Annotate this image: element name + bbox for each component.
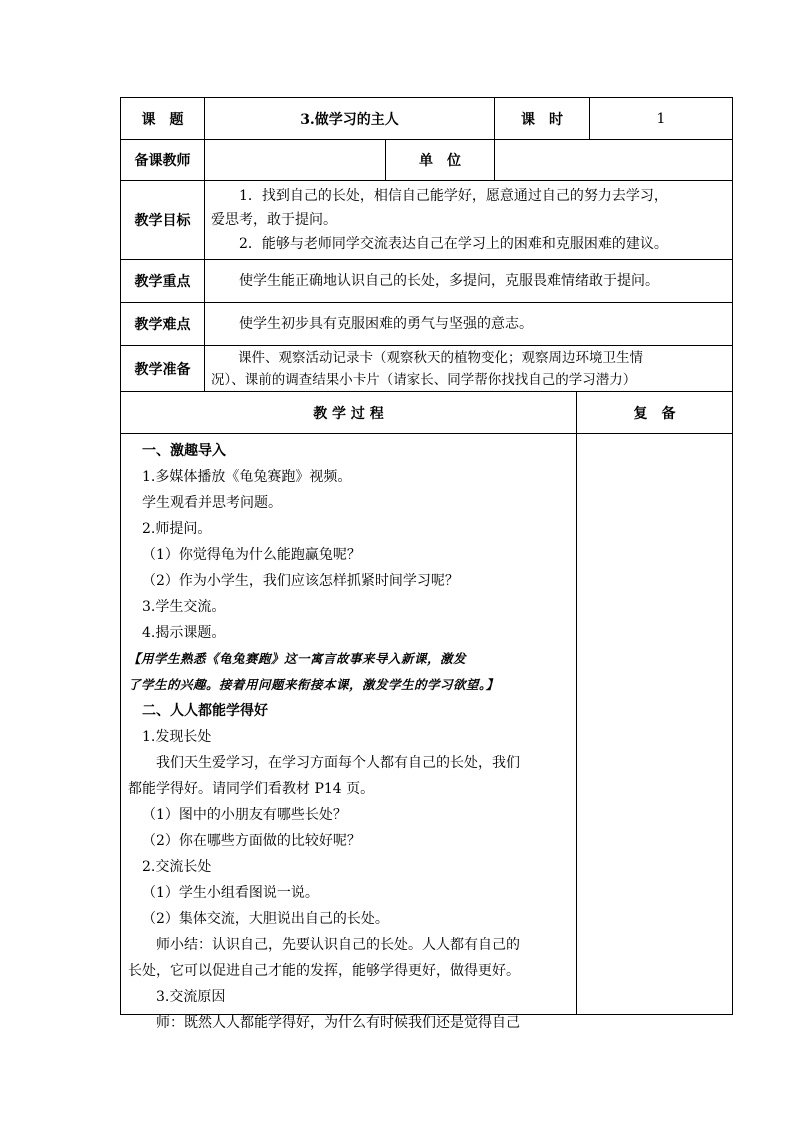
row-process-body bbox=[121, 434, 732, 1031]
period-label: 课 时 bbox=[495, 98, 590, 139]
teacher-label: 备课教师 bbox=[121, 140, 205, 180]
goals-label: 教学目标 bbox=[121, 181, 205, 259]
difficulties-label: 教学难点 bbox=[121, 303, 205, 345]
row-key-points bbox=[121, 260, 732, 303]
review-column bbox=[577, 434, 732, 1014]
process-line: （2）作为小学生，我们应该怎样抓紧时间学习呢？ bbox=[142, 573, 459, 589]
teacher-value bbox=[205, 140, 386, 180]
goal-line-2: 爱思考，敢于提问。 bbox=[211, 212, 337, 228]
row-preparation bbox=[121, 346, 732, 392]
goal-line-3: 2．能够与老师同学交流表达自己在学习上的困难和克服困难的建议。 bbox=[239, 236, 668, 252]
key-points-label: 教学重点 bbox=[121, 260, 205, 302]
period-value: 1 bbox=[656, 110, 666, 127]
process-content bbox=[121, 434, 577, 1031]
row-goals bbox=[121, 181, 732, 260]
process-line: 4.揭示课题。 bbox=[142, 625, 226, 641]
goals-text bbox=[205, 181, 674, 256]
teaching-note-line-2: 了学生的兴趣。接着用问题来衔接本课，激发学生的学习欲望。】 bbox=[128, 677, 499, 692]
process-header-right: 复 备 bbox=[633, 405, 676, 422]
process-line: 2.交流长处 bbox=[142, 859, 212, 875]
key-points-text: 使学生能正确地认识自己的长处，多提问，克服畏难情绪敢于提问。 bbox=[239, 273, 659, 289]
goal-line-1: 1．找到自己的长处，相信自己能学好，愿意通过自己的努力去学习， bbox=[239, 188, 668, 204]
process-line: 3.学生交流。 bbox=[142, 599, 226, 615]
process-line: （2）集体交流，大胆说出自己的长处。 bbox=[142, 911, 389, 927]
process-line: 1.发现长处 bbox=[142, 729, 212, 745]
process-line: 学生观看并思考问题。 bbox=[142, 495, 282, 511]
row-process-header bbox=[121, 392, 732, 434]
preparation-label: 教学准备 bbox=[121, 346, 205, 391]
process-line: 3.交流原因 bbox=[156, 989, 226, 1005]
preparation-line-2: 况）、课前的调查结果小卡片（请家长、同学帮你找找自己的学习潜力） bbox=[211, 371, 637, 388]
process-line: 1.多媒体播放《龟兔赛跑》视频。 bbox=[142, 469, 352, 485]
section-2-title: 二、人人都能学得好 bbox=[142, 703, 268, 719]
difficulties-text: 使学生初步具有克服困难的勇气与坚强的意志。 bbox=[239, 316, 533, 332]
section-1-title: 一、激趣导入 bbox=[142, 443, 226, 459]
unit-value bbox=[495, 140, 732, 180]
process-line: （2）你在哪些方面做的比较好呢？ bbox=[142, 833, 361, 849]
topic-value: 3.做学习的主人 bbox=[205, 98, 495, 139]
process-line: 师：既然人人都能学得好，为什么有时候我们还是觉得自己 bbox=[156, 1015, 520, 1031]
process-line: 长处，它可以促进自己才能的发挥，能够学得更好，做得更好。 bbox=[128, 963, 520, 979]
process-line: （1）图中的小朋友有哪些长处？ bbox=[142, 807, 347, 823]
row-topic bbox=[121, 98, 732, 140]
preparation-text bbox=[205, 347, 649, 391]
process-line: 师小结：认识自己，先要认识自己的长处。人人都有自己的 bbox=[156, 937, 520, 953]
process-line: 都能学得好。请同学们看教材 P14 页。 bbox=[128, 781, 375, 797]
preparation-line-1: 课件、观察活动记录卡（观察秋天的植物变化；观察周边环境卫生情 bbox=[238, 349, 643, 366]
row-difficulties bbox=[121, 303, 732, 346]
process-line: 2.师提问。 bbox=[142, 521, 212, 537]
lesson-plan-table bbox=[120, 97, 733, 1031]
topic-label: 课 题 bbox=[121, 98, 205, 139]
process-line: 我们天生爱学习，在学习方面每个人都有自己的长处，我们 bbox=[156, 755, 520, 771]
teaching-note-line-1: 【用学生熟悉《龟兔赛跑》这一寓言故事来导入新课，激发 bbox=[128, 651, 467, 666]
unit-label: 单 位 bbox=[386, 140, 495, 180]
process-line: （1）学生小组看图说一说。 bbox=[142, 885, 319, 901]
process-header-left: 教 学 过 程 bbox=[121, 392, 577, 433]
row-teacher bbox=[121, 140, 732, 181]
process-line: （1）你觉得龟为什么能跑赢兔呢？ bbox=[142, 547, 361, 563]
